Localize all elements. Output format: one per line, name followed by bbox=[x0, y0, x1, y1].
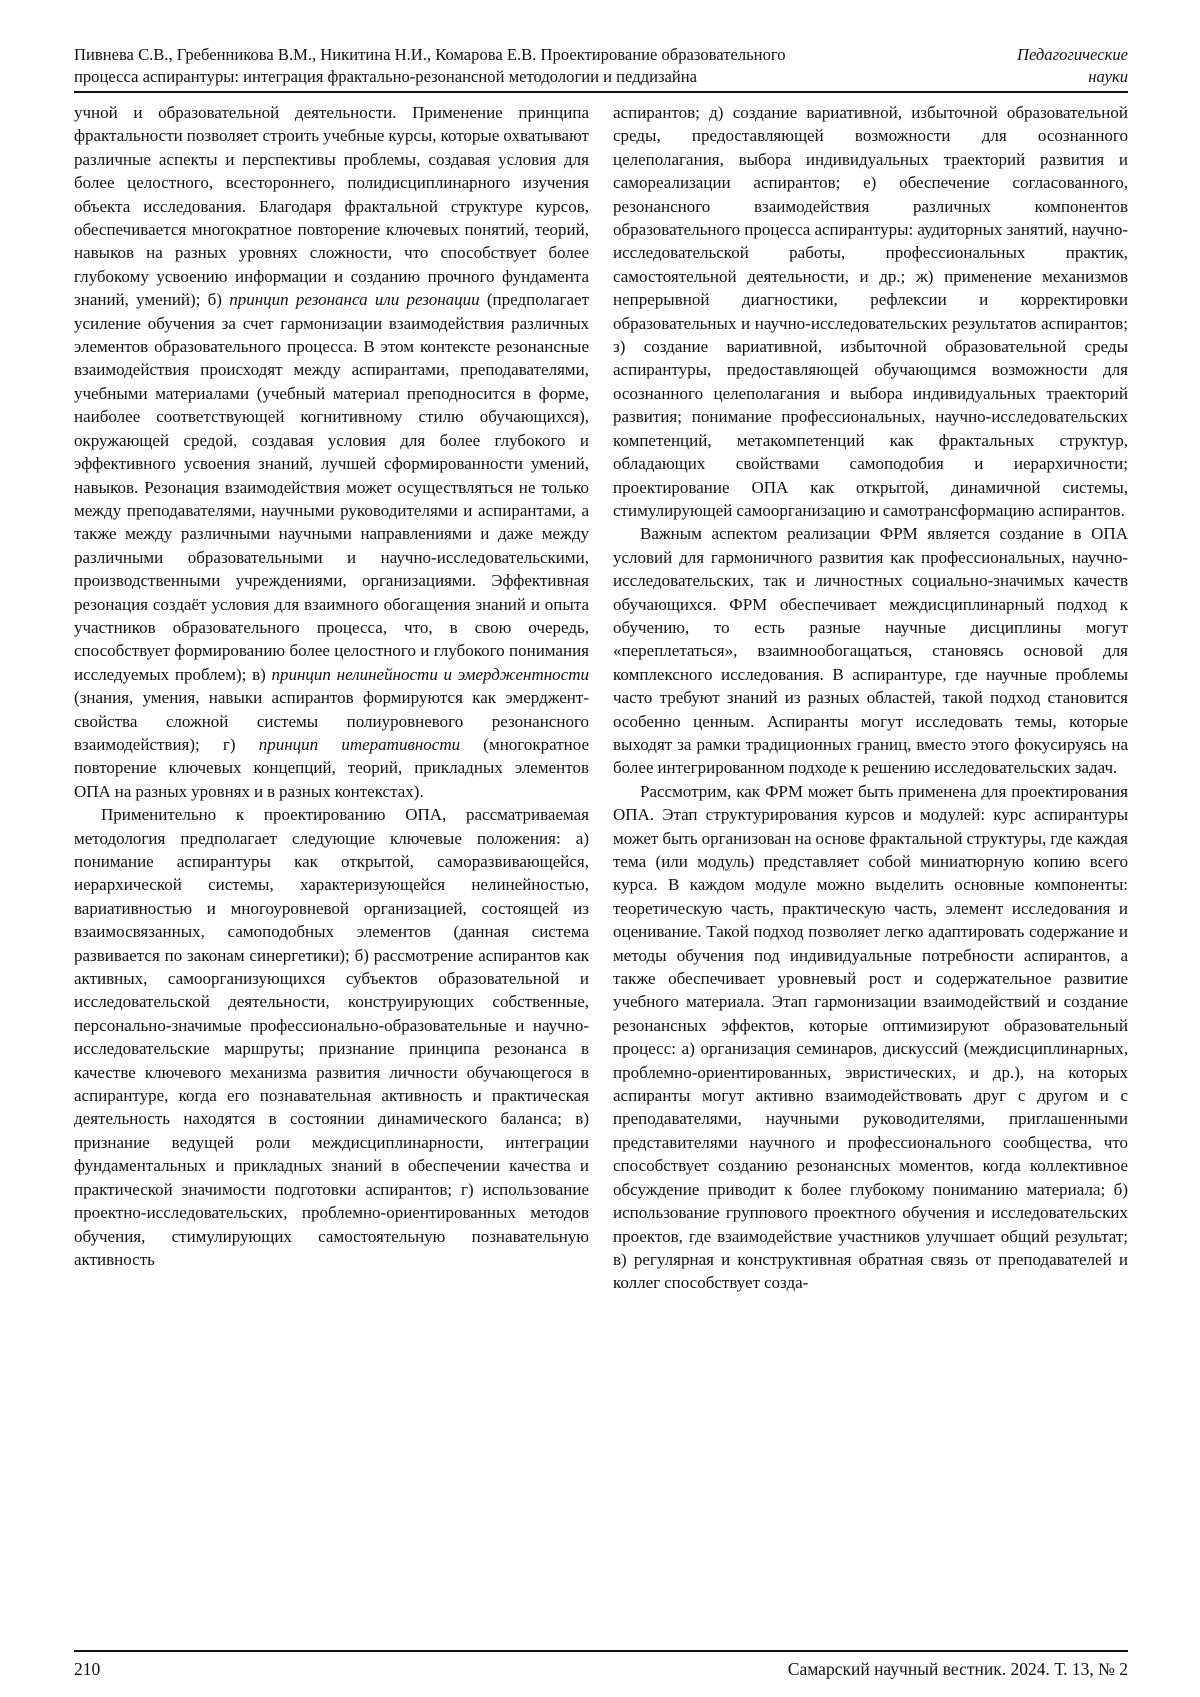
paragraph bbox=[613, 522, 1128, 779]
section-name-line2: науки bbox=[1088, 67, 1128, 86]
paragraph bbox=[613, 780, 1128, 1295]
body-text: Рассмотрим, как ФРМ может быть применена для проектирования ОПА. Этап структурирования курсов и модулей: курс аспирантуры может быть организован на основе фрактальной структуры, где каждая тема (или модуль) представляет собой миниатюрную копию всего курса. В каждом модуле можно выделить основные компоненты: теоретическую часть, практическую часть, элемент исследования и оценивание. Такой подход позволяет легко адаптировать содержание и методы обучения под индивидуальные потребности аспирантов, а также обеспечивает уровневый рост и содержательное развитие учебного материала. Этап гармонизации взаимодействий и создание резонансных эффектов, которые оптимизируют образовательный процесс: а) организация семинаров, дискуссий (междисциплинарных, проблемно-ориентированных, эвристических, и др.), на которых аспиранты могут активно взаимодействовать друг с другом и с преподавателями, научными руководителями, приглашенными представителями научного и профессионального сообщества, что способствует созданию резонансных моментов, когда коллективное обсуждение приводит к более глубокому пониманию материала; б) использование группового проектного обучения и исследовательских проектов, где взаимодействие участников улучшает общий результат; в) регулярная и конструктивная обратная связь от преподавателей и коллег способствует созда- bbox=[613, 781, 1128, 1293]
running-title-line1: Пивнева С.В., Гребенникова В.М., Никитина Н.И., Комарова Е.В. Проектирование образовательного bbox=[74, 45, 786, 64]
journal-reference: Самарский научный вестник. 2024. Т. 13, № 2 bbox=[787, 1659, 1128, 1679]
text-column-left bbox=[74, 101, 589, 1646]
section-name-line1: Педагогические bbox=[1016, 45, 1128, 64]
body-text: (знания, умения, навыки аспирантов формируются как эмерджент-свойства сложной системы полиуровневого резонансного взаимодействия); г) bbox=[74, 688, 589, 754]
page-number: 210 bbox=[74, 1659, 101, 1679]
paragraph bbox=[613, 101, 1128, 522]
emphasized-text: принцип резонанса или резонации bbox=[229, 290, 480, 310]
body-text: Применительно к проектированию ОПА, рассматриваемая методология предполагает следующие ключевые положения: а) понимание аспирантуры как открытой, саморазвивающейся, иерархической системы, характеризующейся нелинейностью, вариативностью и многоуровневой организацией, состоящей из взаимосвязанных, самоподобных элементов (данная система развивается по законам синергетики); б) рассмотрение аспирантов как активных, самоорганизующихся субъектов образовательной и исследовательской деятельности, конструирующих собственные, персонально-значимые профессионально-образовательные и научно-исследовательские маршруты; признание принципа резонанса в качестве ключевого механизма развития личности обучающегося в аспирантуре, когда его познавательная активность и практическая деятельность находятся в состоянии динамического баланса; в) признание ведущей роли междисциплинарности, интеграции фундаментальных и прикладных знаний в обеспечении качества и практической значимости подготовки аспирантов; г) использование проектно-исследовательских, проблемно-ориентированных методов обучения, стимулирующих самостоятельную познавательную активность bbox=[74, 805, 589, 1269]
paragraph bbox=[74, 101, 589, 803]
paragraph bbox=[74, 803, 589, 1271]
text-column-right bbox=[613, 101, 1128, 1646]
article-body bbox=[74, 101, 1128, 1646]
running-title bbox=[74, 44, 786, 88]
emphasized-text: принцип итеративности bbox=[258, 734, 461, 754]
page-header bbox=[74, 44, 1128, 88]
header-divider bbox=[74, 91, 1128, 93]
body-text: аспирантов; д) создание вариативной, избыточной образовательной среды, предоставляющей возможности для осознанного целеполагания, выбора индивидуальных траекторий развития и самореализации аспирантов; е) обеспечение согласованного, резонансного взаимодействия различных компонентов образовательного процесса аспирантуры: аудиторных занятий, научно-исследовательской работы, профессиональных практик, самостоятельной деятельности, и др.; ж) применение механизмов непрерывной диагностики, рефлексии и корректировки образовательных и научно-исследовательских результатов аспирантов; з) создание вариативной, избыточной образовательной среды аспирантуры, предоставляющей обучающимся возможности для осознанного целеполагания и выбора индивидуальных траекторий развития; понимание профессиональных, научно-исследовательских компетенций, метакомпетенций как фрактальных структур, обладающих свойствами самоподобия и иерархичности; проектирование ОПА как открытой, динамичной системы, стимулирующей самоорганизацию и самотрансформацию аспирантов. bbox=[613, 103, 1128, 520]
page-footer bbox=[74, 1652, 1128, 1681]
body-text: Важным аспектом реализации ФРМ является создание в ОПА условий для гармоничного развития как профессиональных, научно-исследовательских, так и личностных социально-значимых качеств обучающихся. ФРМ обеспечивает междисциплинарный подход к обучению, то есть разные научные дисциплины могут «переплетаться», взаимнообогащаться, становясь основой для комплексного исследования. В аспирантуре, где научные проблемы часто требуют знаний из разных областей, такой подход становится особенно ценным. Аспиранты могут исследовать темы, которые выходят за рамки традиционных границ, вместо этого фокусируясь на более интегрированном подходе к решению исследовательских задач. bbox=[613, 524, 1128, 778]
section-name bbox=[1017, 44, 1128, 88]
body-text: учной и образовательной деятельности. Применение принципа фрактальности позволяет строить учебные курсы, которые охватывают различные аспекты и перспективы проблемы, создавая условия для более целостного, всестороннего, полидисциплинарного изучения объекта исследования. Благодаря фрактальной структуре курсов, обеспечивается многократное повторение ключевых понятий, теорий, навыков на разных уровнях сложности, что способствует более глубокому усвоению информации и созданию прочного фундамента знаний, умений); б) bbox=[74, 103, 589, 310]
emphasized-text: принцип нелинейности и эмерджентности bbox=[271, 664, 589, 684]
running-title-line2: процесса аспирантуры: интеграция фрактально-резонансной методологии и педдизайна bbox=[74, 67, 698, 86]
body-text: (предполагает усиление обучения за счет гармонизации взаимодействия различных элементов образовательного процесса. В этом контексте резонансные взаимодействия происходят между аспирантами, преподавателями, учебными материалами (учебный материал преподносится в форме, наиболее соответствующей когнитивному стилю обучающихся), окружающей средой, создавая условия для более глубокого и эффективного усвоения знаний, лучшей сформированности умений, навыков. Резонация взаимодействия может осуществляться не только между преподавателями, научными руководителями и аспирантами, а также между различными научными направлениями и даже между различными образовательными и научно-исследовательскими, производственными учреждениями, организациями. Эффективная резонация создаёт условия для взаимного обогащения знаний и опыта участников образовательного процесса, что, в свою очередь, способствует формированию более целостного и глубокого понимания исследуемых проблем); в) bbox=[74, 290, 590, 684]
body-text: (многократное повторение ключевых концепций, теорий, прикладных элементов ОПА на разных уровнях и в разных контекстах). bbox=[74, 734, 589, 801]
